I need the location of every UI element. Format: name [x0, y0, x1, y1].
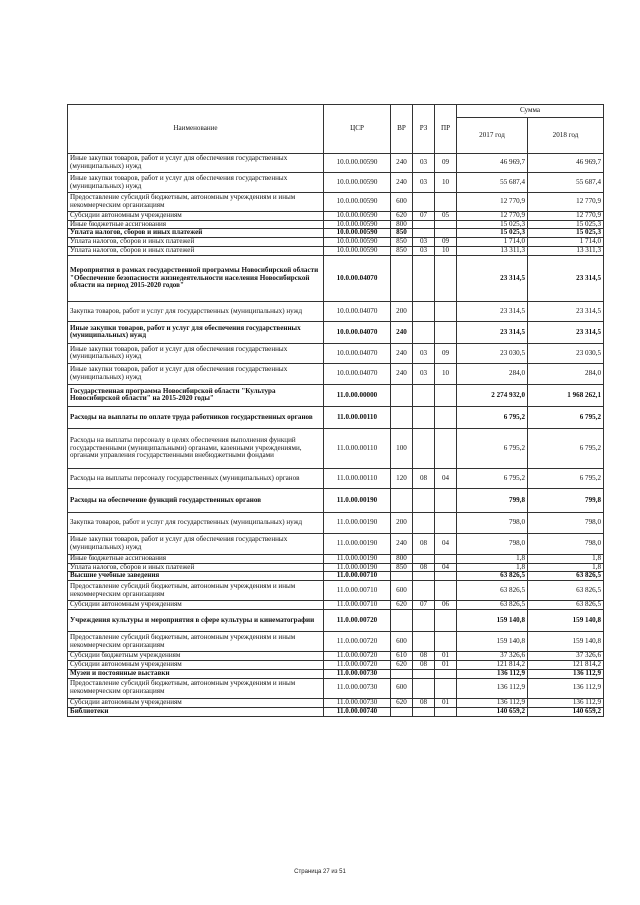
cell-vr: 100 [391, 428, 413, 468]
cell-pr: 09 [435, 154, 457, 173]
cell-2017: 37 326,6 [457, 652, 528, 661]
cell-csr: 10.0.00.04070 [324, 301, 391, 321]
cell-csr: 11.0.00.00720 [324, 652, 391, 661]
cell-2017: 6 795,2 [457, 406, 528, 428]
cell-rz: 03 [413, 246, 435, 255]
cell-vr [391, 610, 413, 632]
cell-rz [413, 678, 435, 698]
cell-vr: 620 [391, 212, 413, 221]
cell-csr: 10.0.00.00590 [324, 173, 391, 193]
cell-2018: 1 714,0 [528, 238, 604, 247]
cell-2017: 15 025,3 [457, 229, 528, 238]
cell-pr: 10 [435, 173, 457, 193]
header-2018: 2018 год [528, 118, 604, 154]
cell-name: Субсидии автономным учреждениям [68, 601, 324, 610]
header-name: Наименование [68, 105, 324, 154]
cell-pr [435, 610, 457, 632]
cell-2018: 159 140,8 [528, 632, 604, 652]
cell-rz [413, 554, 435, 563]
cell-rz: 07 [413, 601, 435, 610]
cell-csr: 11.0.00.00190 [324, 563, 391, 572]
cell-vr: 620 [391, 601, 413, 610]
cell-csr: 11.0.00.00730 [324, 678, 391, 698]
cell-rz: 07 [413, 212, 435, 221]
cell-name: Расходы на выплаты по оплате труда работников государственных органов [68, 406, 324, 428]
table-row [68, 512, 604, 533]
cell-vr: 850 [391, 246, 413, 255]
cell-pr [435, 554, 457, 563]
cell-2017: 23 314,5 [457, 301, 528, 321]
table-row [68, 581, 604, 601]
cell-name: Уплата налогов, сборов и иных платежей [68, 229, 324, 238]
cell-csr: 10.0.00.00590 [324, 193, 391, 212]
cell-2018: 12 770,9 [528, 193, 604, 212]
cell-name: Уплата налогов, сборов и иных платежей [68, 238, 324, 247]
cell-rz [413, 669, 435, 678]
cell-vr: 850 [391, 563, 413, 572]
cell-rz [413, 301, 435, 321]
cell-pr: 01 [435, 660, 457, 669]
cell-name: Субсидии автономным учреждениям [68, 660, 324, 669]
cell-2017: 46 969,7 [457, 154, 528, 173]
cell-csr: 11.0.00.00710 [324, 581, 391, 601]
cell-csr: 11.0.00.00190 [324, 533, 391, 554]
cell-pr [435, 406, 457, 428]
cell-2018: 136 112,9 [528, 678, 604, 698]
cell-rz [413, 632, 435, 652]
cell-name: Иные закупки товаров, работ и услуг для обеспечения государственных (муниципальных) нужд [68, 154, 324, 173]
cell-csr: 10.0.00.04070 [324, 321, 391, 343]
cell-vr: 850 [391, 238, 413, 247]
cell-vr [391, 255, 413, 301]
cell-pr [435, 229, 457, 238]
cell-name: Высшие учебные заведения [68, 572, 324, 581]
cell-2017: 1 714,0 [457, 238, 528, 247]
table-row [68, 406, 604, 428]
cell-2017: 159 140,8 [457, 632, 528, 652]
cell-2017: 136 112,9 [457, 669, 528, 678]
cell-2017: 1,8 [457, 554, 528, 563]
table-row [68, 563, 604, 572]
cell-vr: 600 [391, 632, 413, 652]
cell-pr [435, 632, 457, 652]
cell-rz [413, 707, 435, 716]
cell-vr: 120 [391, 468, 413, 488]
cell-pr: 04 [435, 468, 457, 488]
cell-csr: 10.0.00.04070 [324, 255, 391, 301]
cell-rz [413, 255, 435, 301]
cell-rz: 08 [413, 698, 435, 707]
cell-csr: 11.0.00.00190 [324, 488, 391, 512]
cell-2017: 140 659,2 [457, 707, 528, 716]
cell-rz [413, 512, 435, 533]
cell-rz [413, 488, 435, 512]
header-2017: 2017 год [457, 118, 528, 154]
cell-name: Закупка товаров, работ и услуг для государственных (муниципальных) нужд [68, 512, 324, 533]
cell-rz [413, 428, 435, 468]
cell-vr [391, 384, 413, 406]
table-row [68, 173, 604, 193]
table-row [68, 669, 604, 678]
table-row [68, 212, 604, 221]
cell-2018: 1,8 [528, 554, 604, 563]
cell-csr: 10.0.00.00590 [324, 154, 391, 173]
cell-name: Мероприятия в рамках государственной программы Новосибирской области "Обеспечение безопасности жизнедеятельности населения Новосибирской области на период 2015-2020 годов" [68, 255, 324, 301]
table-row [68, 220, 604, 229]
cell-rz [413, 220, 435, 229]
cell-name: Субсидии автономным учреждениям [68, 698, 324, 707]
cell-2018: 23 314,5 [528, 255, 604, 301]
table-row [68, 554, 604, 563]
cell-rz [413, 572, 435, 581]
cell-name: Уплата налогов, сборов и иных платежей [68, 563, 324, 572]
cell-vr: 600 [391, 581, 413, 601]
cell-vr: 850 [391, 229, 413, 238]
cell-name: Субсидии автономным учреждениям [68, 212, 324, 221]
cell-2017: 1,8 [457, 563, 528, 572]
cell-csr: 11.0.00.00730 [324, 698, 391, 707]
cell-csr: 10.0.00.00590 [324, 238, 391, 247]
cell-2017: 13 311,3 [457, 246, 528, 255]
cell-2017: 136 112,9 [457, 698, 528, 707]
cell-pr [435, 428, 457, 468]
cell-pr: 10 [435, 246, 457, 255]
cell-name: Расходы на выплаты персоналу в целях обеспечения выполнения функций государственными (муниципальными) органами, казенными учреждениями, органами управления государственными внебюджетными фондами [68, 428, 324, 468]
table-row [68, 707, 604, 716]
cell-name: Уплата налогов, сборов и иных платежей [68, 246, 324, 255]
cell-2018: 12 770,9 [528, 212, 604, 221]
cell-rz [413, 229, 435, 238]
header-pr: ПР [435, 105, 457, 154]
cell-csr: 11.0.00.00710 [324, 572, 391, 581]
cell-vr: 240 [391, 173, 413, 193]
cell-pr [435, 707, 457, 716]
cell-name: Музеи и постоянные выставки [68, 669, 324, 678]
cell-2018: 6 795,2 [528, 428, 604, 468]
cell-rz: 03 [413, 173, 435, 193]
table-row [68, 468, 604, 488]
table-row [68, 321, 604, 343]
table-row [68, 229, 604, 238]
cell-rz: 08 [413, 563, 435, 572]
cell-rz [413, 581, 435, 601]
header-vr: ВР [391, 105, 413, 154]
budget-table [67, 104, 604, 717]
cell-2018: 1 968 262,1 [528, 384, 604, 406]
cell-name: Предоставление субсидий бюджетным, автономным учреждениям и иным некоммерческим организациям [68, 193, 324, 212]
cell-2018: 63 826,5 [528, 572, 604, 581]
cell-pr: 01 [435, 698, 457, 707]
table-row [68, 601, 604, 610]
cell-name: Предоставление субсидий бюджетным, автономным учреждениям и иным некоммерческим организациям [68, 581, 324, 601]
cell-name: Предоставление субсидий бюджетным, автономным учреждениям и иным некоммерческим организациям [68, 632, 324, 652]
cell-2017: 55 687,4 [457, 173, 528, 193]
cell-rz [413, 384, 435, 406]
cell-vr: 240 [391, 363, 413, 384]
cell-vr: 800 [391, 554, 413, 563]
header-csr: ЦСР [324, 105, 391, 154]
table-row [68, 660, 604, 669]
table-row [68, 246, 604, 255]
cell-2018: 37 326,6 [528, 652, 604, 661]
cell-vr: 600 [391, 193, 413, 212]
cell-csr: 11.0.00.00110 [324, 468, 391, 488]
cell-vr [391, 406, 413, 428]
cell-csr: 11.0.00.00000 [324, 384, 391, 406]
cell-2017: 2 274 932,0 [457, 384, 528, 406]
cell-csr: 11.0.00.00190 [324, 512, 391, 533]
cell-csr: 10.0.00.04070 [324, 363, 391, 384]
table-row [68, 698, 604, 707]
cell-2018: 55 687,4 [528, 173, 604, 193]
cell-2018: 6 795,2 [528, 468, 604, 488]
cell-rz: 08 [413, 652, 435, 661]
cell-2017: 798,0 [457, 533, 528, 554]
cell-vr [391, 707, 413, 716]
cell-2017: 121 814,2 [457, 660, 528, 669]
table-row [68, 652, 604, 661]
cell-2017: 136 112,9 [457, 678, 528, 698]
cell-name: Иные закупки товаров, работ и услуг для обеспечения государственных (муниципальных) нужд [68, 321, 324, 343]
cell-pr [435, 669, 457, 678]
cell-rz [413, 406, 435, 428]
table-row [68, 533, 604, 554]
cell-pr [435, 193, 457, 212]
cell-name: Иные закупки товаров, работ и услуг для обеспечения государственных (муниципальных) нужд [68, 533, 324, 554]
cell-2018: 159 140,8 [528, 610, 604, 632]
table-row [68, 154, 604, 173]
cell-2017: 23 314,5 [457, 255, 528, 301]
table-row [68, 193, 604, 212]
cell-2017: 23 314,5 [457, 321, 528, 343]
cell-pr: 10 [435, 363, 457, 384]
cell-rz: 03 [413, 343, 435, 363]
cell-csr: 11.0.00.00720 [324, 632, 391, 652]
table-row [68, 238, 604, 247]
cell-csr: 11.0.00.00720 [324, 660, 391, 669]
table-row [68, 384, 604, 406]
cell-2017: 12 770,9 [457, 193, 528, 212]
cell-name: Предоставление субсидий бюджетным, автономным учреждениям и иным некоммерческим организациям [68, 678, 324, 698]
cell-vr: 240 [391, 533, 413, 554]
cell-2018: 136 112,9 [528, 669, 604, 678]
table-row [68, 632, 604, 652]
cell-name: Иные закупки товаров, работ и услуг для обеспечения государственных (муниципальных) нужд [68, 173, 324, 193]
table-row [68, 363, 604, 384]
cell-2018: 63 826,5 [528, 601, 604, 610]
cell-pr [435, 678, 457, 698]
cell-vr: 800 [391, 220, 413, 229]
cell-2017: 6 795,2 [457, 468, 528, 488]
cell-vr [391, 572, 413, 581]
cell-pr: 05 [435, 212, 457, 221]
cell-rz: 08 [413, 660, 435, 669]
cell-vr: 200 [391, 301, 413, 321]
cell-csr: 10.0.00.00590 [324, 220, 391, 229]
cell-vr: 240 [391, 343, 413, 363]
cell-rz: 03 [413, 238, 435, 247]
cell-vr: 200 [391, 512, 413, 533]
cell-name: Закупка товаров, работ и услуг для государственных (муниципальных) нужд [68, 301, 324, 321]
table-row [68, 610, 604, 632]
cell-2018: 284,0 [528, 363, 604, 384]
cell-csr: 11.0.00.00110 [324, 428, 391, 468]
cell-pr [435, 488, 457, 512]
table-row [68, 343, 604, 363]
cell-2018: 140 659,2 [528, 707, 604, 716]
table-row [68, 255, 604, 301]
header-rz: РЗ [413, 105, 435, 154]
cell-2018: 23 030,5 [528, 343, 604, 363]
table-row [68, 572, 604, 581]
cell-name: Субсидии бюджетным учреждениям [68, 652, 324, 661]
cell-2018: 15 025,3 [528, 229, 604, 238]
header-sum: Сумма [457, 105, 604, 118]
cell-pr [435, 301, 457, 321]
cell-vr [391, 669, 413, 678]
cell-pr [435, 572, 457, 581]
cell-name: Иные бюджетные ассигнования [68, 554, 324, 563]
cell-2017: 799,8 [457, 488, 528, 512]
cell-2018: 23 314,5 [528, 301, 604, 321]
cell-2018: 23 314,5 [528, 321, 604, 343]
cell-pr [435, 220, 457, 229]
cell-rz: 08 [413, 533, 435, 554]
cell-2017: 15 025,3 [457, 220, 528, 229]
cell-2018: 13 311,3 [528, 246, 604, 255]
cell-2017: 63 826,5 [457, 581, 528, 601]
cell-2018: 121 814,2 [528, 660, 604, 669]
cell-pr: 04 [435, 563, 457, 572]
cell-csr: 10.0.00.04070 [324, 343, 391, 363]
cell-2018: 15 025,3 [528, 220, 604, 229]
cell-rz: 03 [413, 154, 435, 173]
table-row [68, 301, 604, 321]
cell-2018: 136 112,9 [528, 698, 604, 707]
cell-name: Расходы на обеспечение функций государственных органов [68, 488, 324, 512]
cell-pr [435, 581, 457, 601]
cell-2018: 799,8 [528, 488, 604, 512]
table-row [68, 488, 604, 512]
cell-rz [413, 193, 435, 212]
cell-pr: 06 [435, 601, 457, 610]
cell-csr: 10.0.00.00590 [324, 229, 391, 238]
cell-2018: 798,0 [528, 512, 604, 533]
table-row [68, 428, 604, 468]
cell-2017: 63 826,5 [457, 572, 528, 581]
cell-name: Расходы на выплаты персоналу государственных (муниципальных) органов [68, 468, 324, 488]
table-body [68, 154, 604, 717]
cell-pr [435, 512, 457, 533]
cell-2018: 63 826,5 [528, 581, 604, 601]
cell-csr: 11.0.00.00110 [324, 406, 391, 428]
cell-2017: 23 030,5 [457, 343, 528, 363]
cell-2018: 46 969,7 [528, 154, 604, 173]
cell-csr: 10.0.00.00590 [324, 246, 391, 255]
cell-2018: 6 795,2 [528, 406, 604, 428]
cell-vr [391, 488, 413, 512]
cell-pr: 09 [435, 343, 457, 363]
cell-pr [435, 384, 457, 406]
cell-name: Учреждения культуры и мероприятия в сфере культуры и кинематографии [68, 610, 324, 632]
cell-2017: 159 140,8 [457, 610, 528, 632]
cell-csr: 11.0.00.00190 [324, 554, 391, 563]
cell-pr: 04 [435, 533, 457, 554]
cell-rz: 08 [413, 468, 435, 488]
cell-rz [413, 610, 435, 632]
cell-2018: 1,8 [528, 563, 604, 572]
table-header-row [68, 105, 604, 118]
table-row [68, 678, 604, 698]
cell-csr: 11.0.00.00720 [324, 610, 391, 632]
cell-vr: 610 [391, 652, 413, 661]
cell-pr: 01 [435, 652, 457, 661]
cell-2017: 284,0 [457, 363, 528, 384]
cell-name: Библиотеки [68, 707, 324, 716]
cell-csr: 11.0.00.00730 [324, 669, 391, 678]
cell-pr: 09 [435, 238, 457, 247]
cell-rz: 03 [413, 363, 435, 384]
cell-vr: 240 [391, 154, 413, 173]
cell-name: Государственная программа Новосибирской области "Культура Новосибирской области" на 2015-2020 годы" [68, 384, 324, 406]
cell-2017: 12 770,9 [457, 212, 528, 221]
cell-name: Иные бюджетные ассигнования [68, 220, 324, 229]
cell-vr: 600 [391, 678, 413, 698]
cell-2017: 63 826,5 [457, 601, 528, 610]
cell-2017: 6 795,2 [457, 428, 528, 468]
cell-name: Иные закупки товаров, работ и услуг для обеспечения государственных (муниципальных) нужд [68, 363, 324, 384]
cell-csr: 11.0.00.00710 [324, 601, 391, 610]
cell-name: Иные закупки товаров, работ и услуг для обеспечения государственных (муниципальных) нужд [68, 343, 324, 363]
cell-pr [435, 255, 457, 301]
cell-pr [435, 321, 457, 343]
cell-csr: 11.0.00.00740 [324, 707, 391, 716]
cell-vr: 620 [391, 698, 413, 707]
cell-vr: 620 [391, 660, 413, 669]
cell-csr: 10.0.00.00590 [324, 212, 391, 221]
cell-2018: 798,0 [528, 533, 604, 554]
cell-rz [413, 321, 435, 343]
cell-2017: 798,0 [457, 512, 528, 533]
cell-vr: 240 [391, 321, 413, 343]
page-number: Страница 27 из 51 [294, 869, 346, 875]
